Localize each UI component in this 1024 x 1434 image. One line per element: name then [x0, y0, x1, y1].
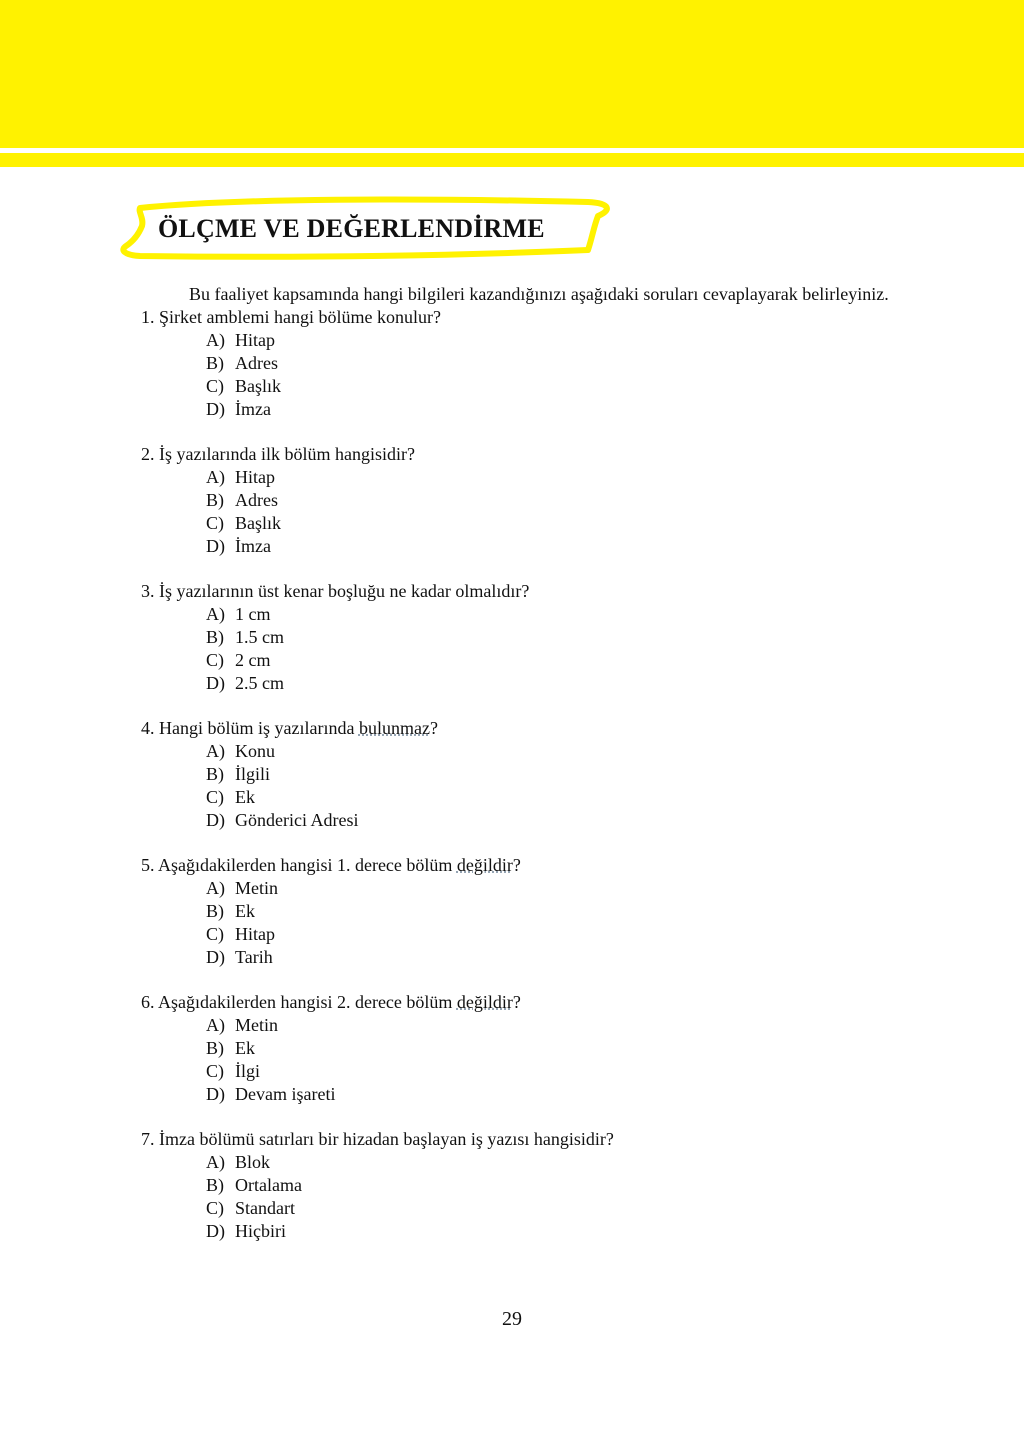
question-text-start: 6. Aşağıdakilerden hangisi 2. derece bölüm	[141, 992, 457, 1012]
option-d	[206, 1220, 901, 1243]
option-c	[206, 512, 901, 535]
option-list	[141, 466, 901, 558]
option-a	[206, 1014, 901, 1037]
option-b	[206, 763, 901, 786]
question-4	[141, 717, 901, 832]
option-text: Gönderici Adresi	[235, 810, 359, 830]
option-letter: C)	[206, 787, 224, 807]
option-letter: C)	[206, 924, 224, 944]
option-text: 2 cm	[235, 650, 271, 670]
option-text: 2.5 cm	[235, 673, 284, 693]
question-text: 1. Şirket amblemi hangi bölüme konulur?	[141, 307, 441, 327]
option-text: 1 cm	[235, 604, 271, 624]
option-letter: C)	[206, 513, 224, 533]
option-list	[141, 1151, 901, 1243]
option-letter: B)	[206, 764, 224, 784]
option-a	[206, 466, 901, 489]
option-text: İmza	[235, 536, 271, 556]
option-text: İlgili	[235, 764, 270, 784]
option-letter: B)	[206, 1038, 224, 1058]
option-d	[206, 672, 901, 695]
option-letter: A)	[206, 878, 225, 898]
option-letter: D)	[206, 1084, 225, 1104]
option-letter: C)	[206, 1061, 224, 1081]
option-text: Ek	[235, 1038, 255, 1058]
option-text: Ek	[235, 901, 255, 921]
question-text-start: 5. Aşağıdakilerden hangisi 1. derece bölüm	[141, 855, 457, 875]
question-emphasis: değildir	[456, 855, 513, 875]
option-letter: D)	[206, 536, 225, 556]
option-list	[141, 1014, 901, 1106]
option-letter: B)	[206, 490, 224, 510]
option-text: Başlık	[235, 513, 282, 533]
option-text: Standart	[235, 1198, 295, 1218]
option-c	[206, 1060, 901, 1083]
option-letter: A)	[206, 1015, 225, 1035]
option-c	[206, 375, 901, 398]
option-letter: D)	[206, 673, 225, 693]
page-number: 29	[502, 1308, 522, 1330]
option-c	[206, 1197, 901, 1220]
section-title-highlight	[118, 196, 614, 264]
option-letter: A)	[206, 741, 225, 761]
option-letter: B)	[206, 353, 224, 373]
header-stripe	[0, 153, 1024, 167]
option-text: İlgi	[235, 1061, 260, 1081]
option-letter: A)	[206, 330, 225, 350]
option-letter: C)	[206, 376, 224, 396]
option-c	[206, 786, 901, 809]
question-emphasis: bulunmaz	[358, 718, 430, 738]
option-letter: A)	[206, 604, 225, 624]
option-d	[206, 398, 901, 421]
question-7	[141, 1128, 901, 1243]
option-b	[206, 900, 901, 923]
option-letter: D)	[206, 810, 225, 830]
option-text: Başlık	[235, 376, 282, 396]
option-b	[206, 352, 901, 375]
question-5	[141, 854, 901, 969]
option-b	[206, 489, 901, 512]
question-text-end: ?	[512, 855, 521, 875]
option-letter: A)	[206, 1152, 225, 1172]
question-1	[141, 306, 901, 421]
option-text: Ek	[235, 787, 255, 807]
question-text	[141, 991, 901, 1014]
option-text: Hiçbiri	[235, 1221, 286, 1241]
question-emphasis: değildir	[456, 992, 513, 1012]
option-a	[206, 877, 901, 900]
question-text	[141, 717, 901, 740]
option-text: Blok	[235, 1152, 271, 1172]
option-d	[206, 535, 901, 558]
question-text	[141, 854, 901, 877]
option-letter: A)	[206, 467, 225, 487]
option-text: İmza	[235, 399, 271, 419]
option-letter: B)	[206, 627, 224, 647]
option-text: Adres	[235, 353, 278, 373]
header-band	[0, 0, 1024, 148]
question-text: 2. İş yazılarında ilk bölüm hangisidir?	[141, 444, 415, 464]
page-title: ÖLÇME VE DEĞERLENDİRME	[158, 214, 545, 243]
option-b	[206, 626, 901, 649]
question-text: 3. İş yazılarının üst kenar boşluğu ne kadar olmalıdır?	[141, 581, 530, 601]
question-text-end: ?	[429, 718, 438, 738]
option-text: 1.5 cm	[235, 627, 284, 647]
intro-text: Bu faaliyet kapsamında hangi bilgileri kazandığınızı aşağıdaki soruları cevaplayarak belirleyiniz.	[189, 284, 889, 304]
question-text-start: 4. Hangi bölüm iş yazılarında	[141, 718, 359, 738]
option-text: Konu	[235, 741, 275, 761]
option-letter: B)	[206, 901, 224, 921]
option-text: Hitap	[235, 467, 275, 487]
option-c	[206, 649, 901, 672]
option-list	[141, 740, 901, 832]
option-a	[206, 1151, 901, 1174]
option-text: Metin	[235, 1015, 278, 1035]
document-body	[141, 283, 901, 1243]
option-list	[141, 329, 901, 421]
option-text: Hitap	[235, 924, 275, 944]
option-a	[206, 603, 901, 626]
option-text: Metin	[235, 878, 278, 898]
option-letter: C)	[206, 1198, 224, 1218]
question-text: 7. İmza bölümü satırları bir hizadan başlayan iş yazısı hangisidir?	[141, 1129, 614, 1149]
option-text: Hitap	[235, 330, 275, 350]
option-letter: C)	[206, 650, 224, 670]
option-b	[206, 1037, 901, 1060]
option-text: Adres	[235, 490, 278, 510]
option-letter: D)	[206, 1221, 225, 1241]
option-text: Tarih	[235, 947, 273, 967]
question-2	[141, 443, 901, 558]
option-letter: B)	[206, 1175, 224, 1195]
option-d	[206, 1083, 901, 1106]
question-6	[141, 991, 901, 1106]
option-letter: D)	[206, 947, 225, 967]
option-letter: D)	[206, 399, 225, 419]
option-c	[206, 923, 901, 946]
option-text: Ortalama	[235, 1175, 302, 1195]
option-list	[141, 877, 901, 969]
question-3	[141, 580, 901, 695]
option-a	[206, 740, 901, 763]
option-a	[206, 329, 901, 352]
option-text: Devam işareti	[235, 1084, 336, 1104]
intro-paragraph	[141, 283, 901, 306]
question-text-end: ?	[512, 992, 521, 1012]
option-b	[206, 1174, 901, 1197]
option-d	[206, 809, 901, 832]
option-d	[206, 946, 901, 969]
option-list	[141, 603, 901, 695]
